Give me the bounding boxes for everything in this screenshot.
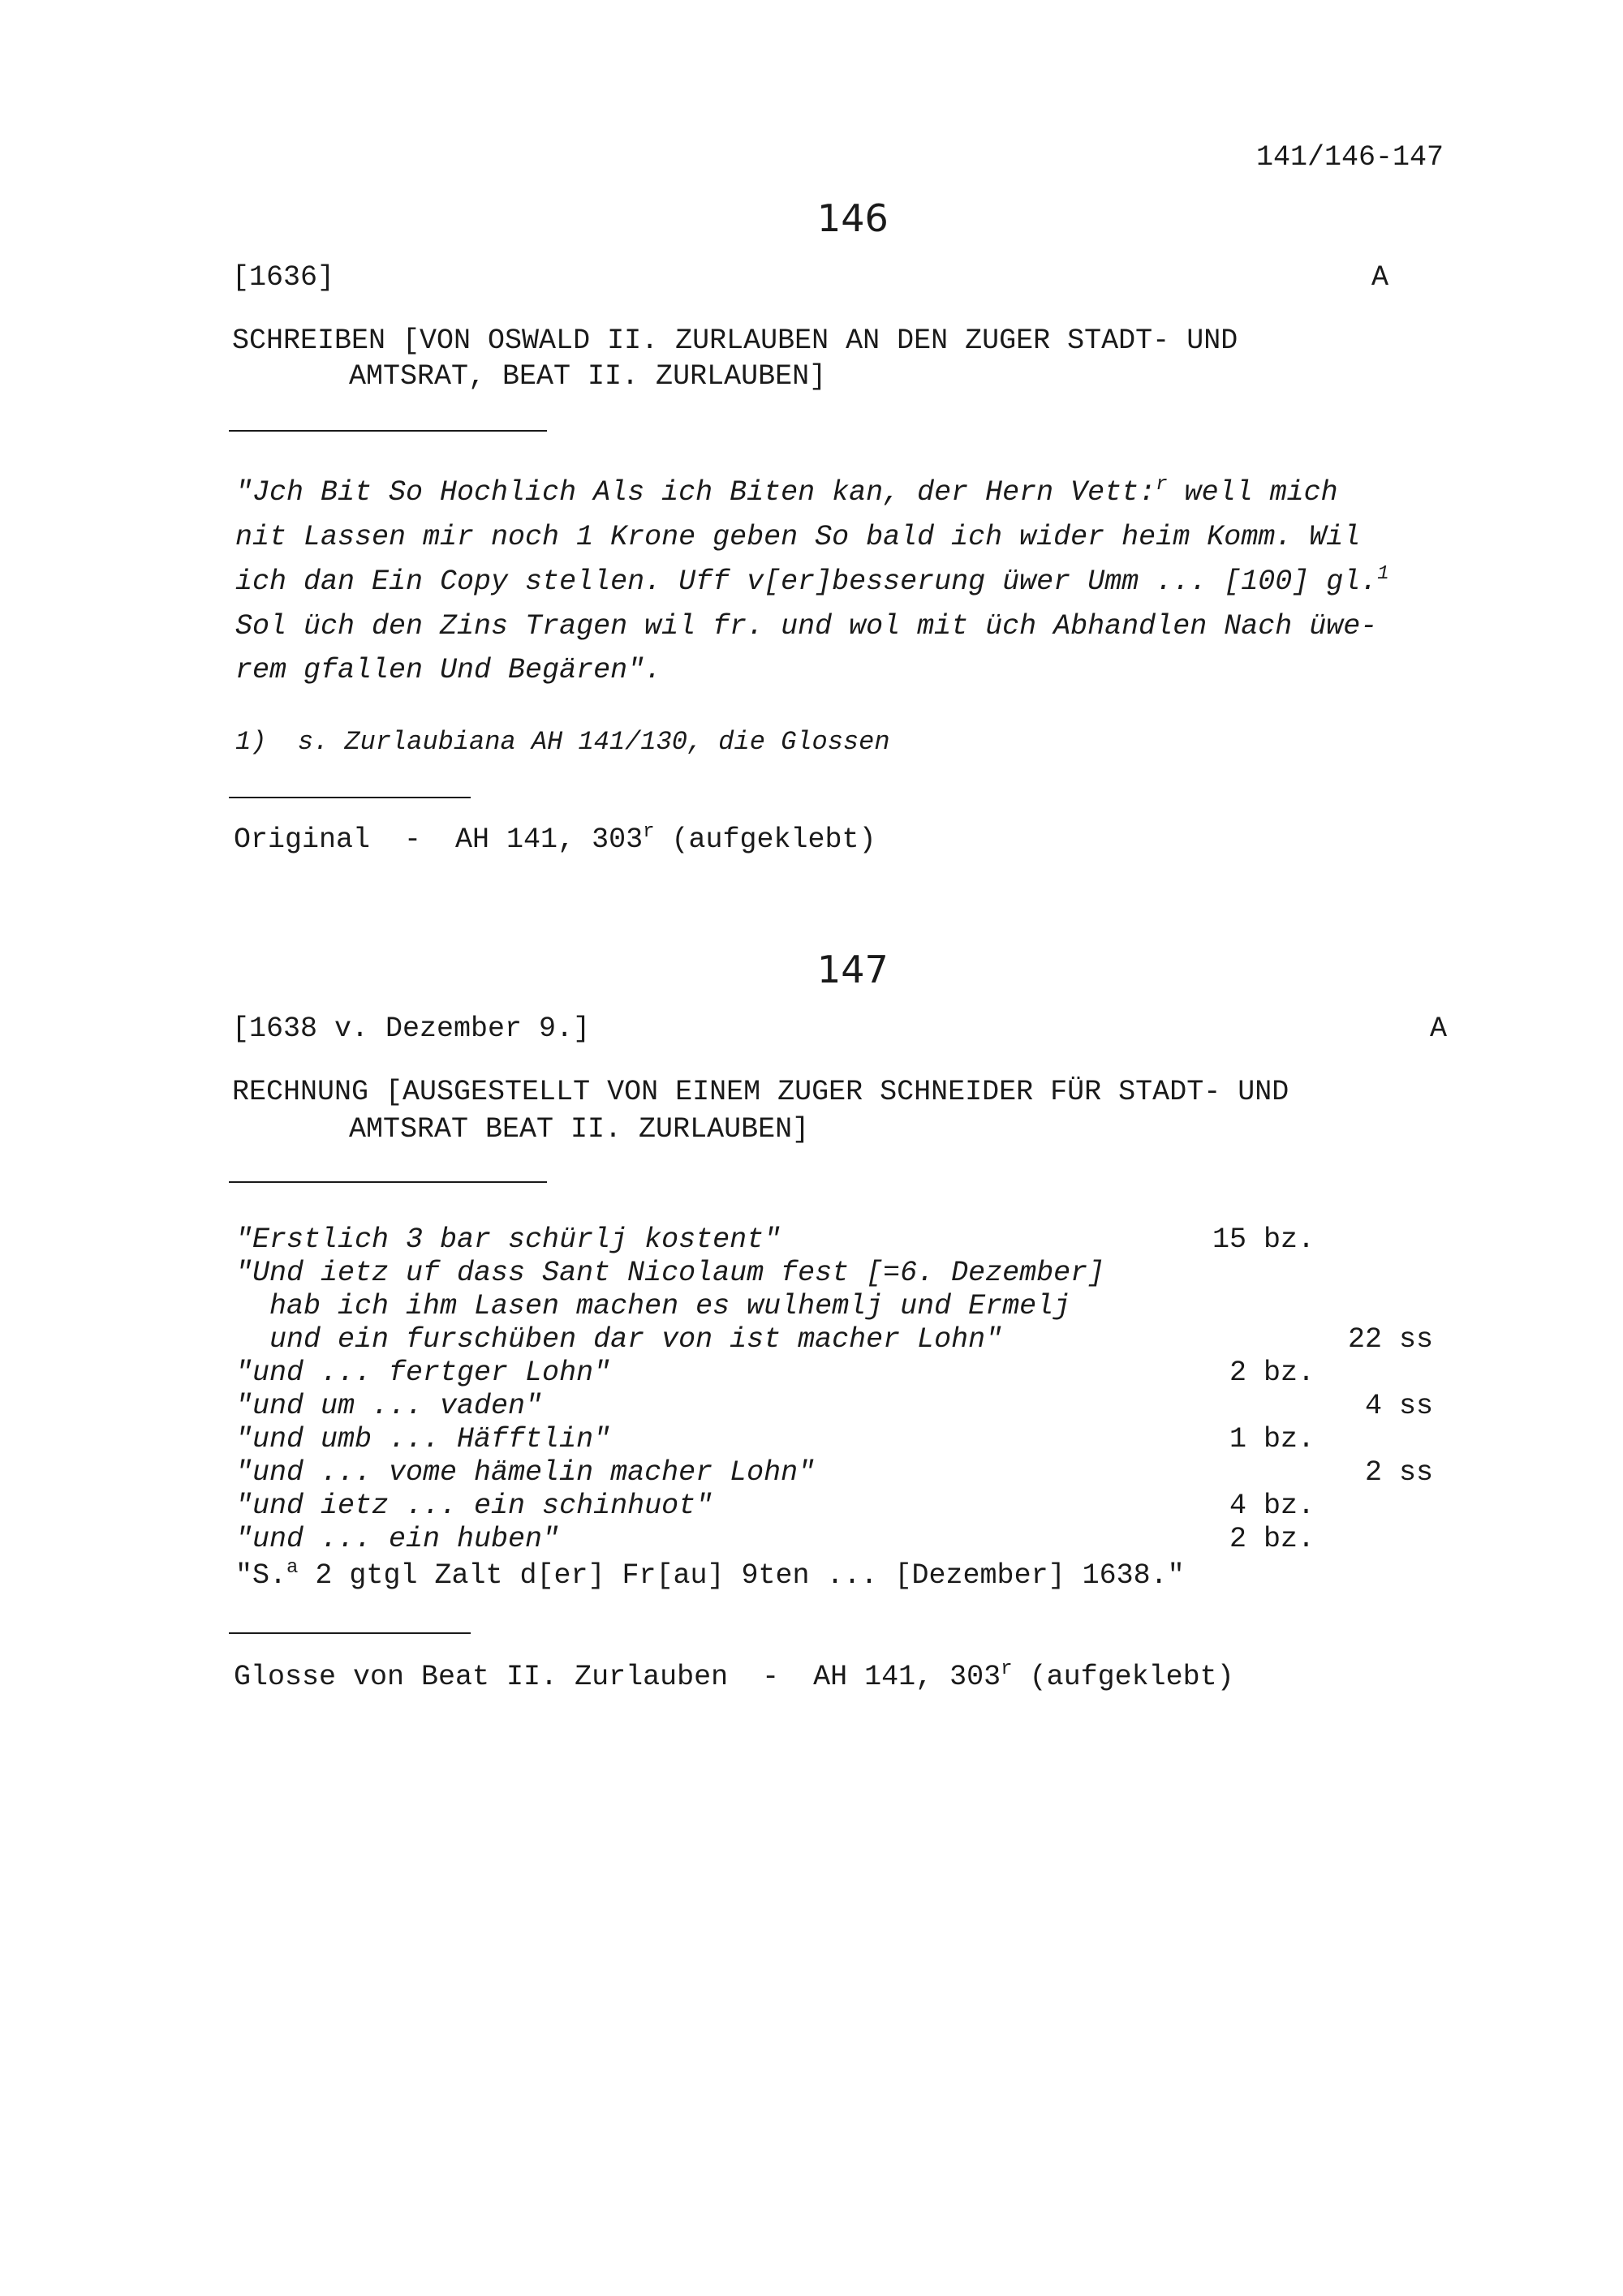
invoice-row [0,1257,1623,1289]
document-date-147: [1638 v. Dezember 9.] [232,1013,591,1045]
quote-line: "Jch Bit So Hochlich Als ich Biten kan, der Hern Vett:$^r$ well mich [235,474,1338,509]
invoice-item-ss: 2 ss [1364,1456,1433,1489]
invoice-item-text: "und umb ... Häfftlin" [235,1423,611,1455]
title-rule-147 [229,1181,547,1183]
source-146: Original - AH 141, 303$^r$ (aufgeklebt) [234,821,876,856]
page-reference: 141/146-147 [1256,141,1444,174]
invoice-item-text: "und ... ein huben" [235,1523,560,1555]
invoice-item-bz: 4 bz. [1229,1490,1315,1522]
invoice-row [0,1390,1623,1422]
source-147: Glosse von Beat II. Zurlauben - AH 141, 303$^r$ (aufgeklebt) [234,1658,1234,1693]
invoice-row [0,1523,1623,1555]
invoice-item-text: "und ... fertger Lohn" [235,1357,611,1389]
invoice-item-bz: 2 bz. [1229,1357,1315,1389]
invoice-row [0,1456,1623,1489]
invoice-item-ss: 22 ss [1347,1323,1433,1356]
invoice-row [0,1323,1623,1356]
document-letter-147: A [1430,1013,1448,1045]
invoice-item-text: "Und ietz uf dass Sant Nicolaum fest [=6. Dezember] [235,1257,1105,1289]
quote-line: ich dan Ein Copy stellen. Uff v[er]besserung üwer Umm ... [100] gl.$^1$ [235,563,1389,598]
invoice-item-text: und ein furschüben dar von ist macher Lohn" [235,1323,1003,1356]
document-number-146: 146 [817,196,889,240]
quote-line: Sol üch den Zins Tragen wil fr. und wol mit üch Abhandlen Nach üwe- [235,610,1378,643]
document-title-147-line2: AMTSRAT BEAT II. ZURLAUBEN] [349,1113,810,1146]
document-title-146-line2: AMTSRAT, BEAT II. ZURLAUBEN] [349,360,827,393]
source-rule-146 [229,797,471,798]
quote-line: rem gfallen Und Begären". [235,654,662,686]
document-title-147-line1: RECHNUNG [AUSGESTELLT VON EINEM ZUGER SCHNEIDER FÜR STADT- UND [232,1076,1289,1108]
quote-line: nit Lassen mir noch 1 Krone geben So bald ich wider heim Komm. Wil [235,521,1361,553]
invoice-item-bz: 15 bz. [1212,1223,1315,1256]
invoice-summary: "S.$^a$ 2 gtgl Zalt d[er] Fr[au] 9ten ... [Dezember] 1638." [235,1557,1185,1592]
invoice-item-text: "und ... vome hämelin macher Lohn" [235,1456,816,1489]
invoice-row [0,1290,1623,1322]
document-date-146: [1636] [232,261,335,294]
invoice-item-text: "und ietz ... ein schinhuot" [235,1490,713,1522]
source-rule-147 [229,1632,471,1634]
invoice-item-ss: 4 ss [1364,1390,1433,1422]
title-rule-146 [229,430,547,432]
invoice-row [0,1490,1623,1522]
invoice-item-text: "und um ... vaden" [235,1390,543,1422]
document-letter-146: A [1371,261,1389,294]
invoice-row [0,1357,1623,1389]
invoice-item-bz: 2 bz. [1229,1523,1315,1555]
invoice-item-bz: 1 bz. [1229,1423,1315,1455]
invoice-item-text: "Erstlich 3 bar schürlj kostent" [235,1223,781,1256]
invoice-item-text: hab ich ihm Lasen machen es wulhemlj und Ermelj [235,1290,1071,1322]
document-title-146-line1: SCHREIBEN [VON OSWALD II. ZURLAUBEN AN DEN ZUGER STADT- UND [232,325,1238,357]
invoice-row [0,1223,1623,1256]
document-number-147: 147 [817,948,889,991]
footnote-146: 1) s. Zurlaubiana AH 141/130, die Glossen [235,727,890,757]
invoice-row [0,1423,1623,1455]
